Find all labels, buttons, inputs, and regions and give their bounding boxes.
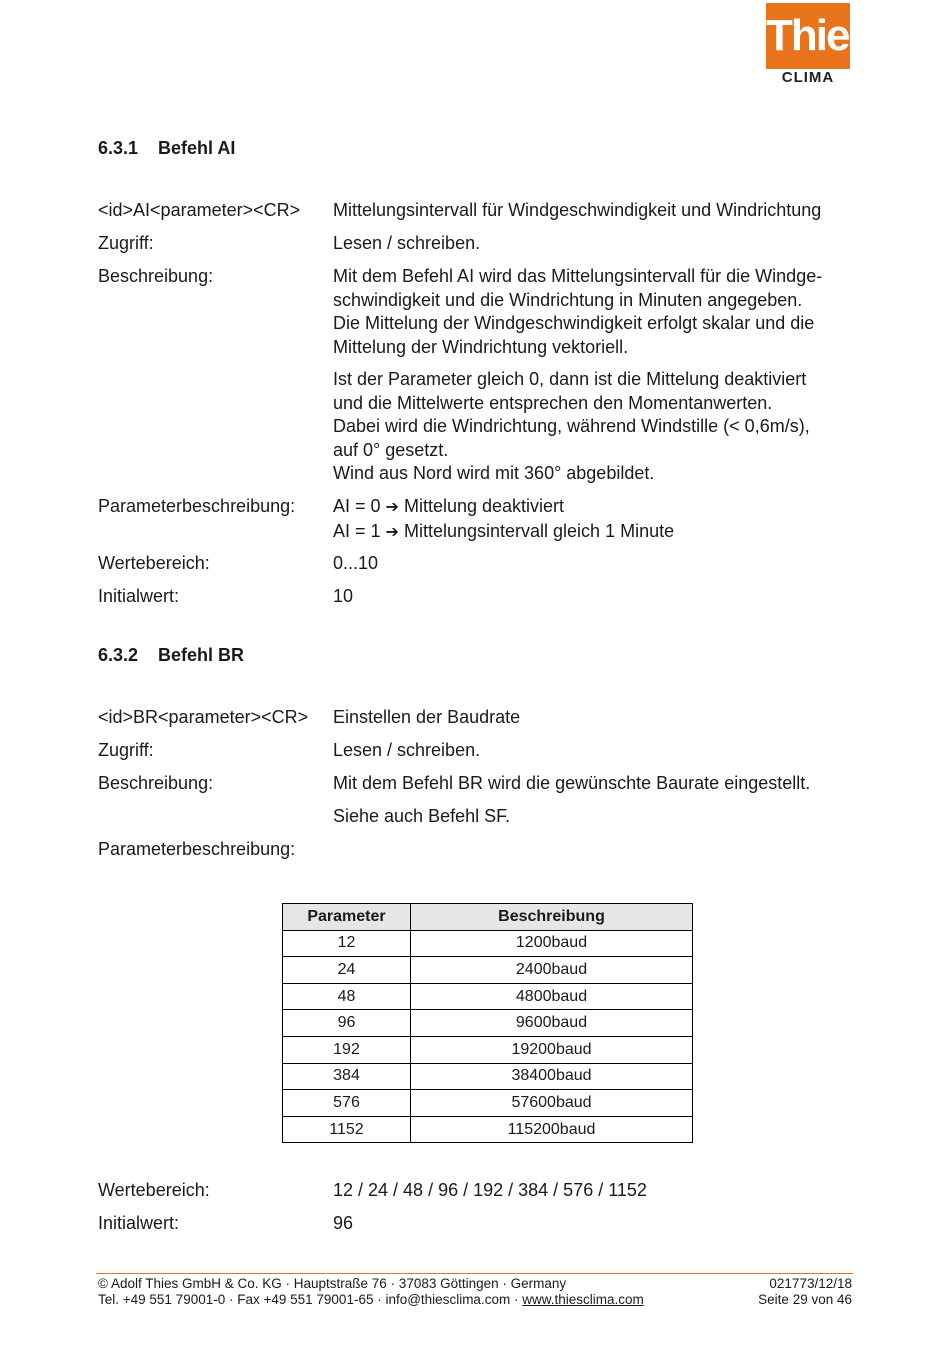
column-header: Parameter: [283, 904, 411, 931]
company-logo: [766, 3, 871, 87]
table-cell: 12: [283, 930, 411, 957]
table-row: [283, 957, 693, 984]
table-cell: 2400baud: [411, 957, 693, 984]
range-value: 0...10: [333, 553, 379, 573]
table-cell: 38400baud: [411, 1063, 693, 1090]
text-line: Wind aus Nord wird mit 360° abgebildet.: [333, 463, 655, 483]
description-line-2: Siehe auch Befehl SF.: [333, 806, 511, 826]
description-paragraph-1: [333, 265, 853, 359]
range-value: 12 / 24 / 48 / 96 / 192 / 384 / 576 / 1152: [333, 1180, 647, 1200]
parameter-code: AI = 1: [333, 520, 381, 541]
table-cell: 19200baud: [411, 1036, 693, 1063]
table-row: [283, 1090, 693, 1117]
initial-value: 96: [333, 1213, 354, 1233]
footer-contact-text: Tel. +49 551 79001-0 · Fax +49 551 79001-65 · info@thiesclima.com ·: [98, 1292, 523, 1307]
logo-sub: CLIMA: [781, 69, 835, 86]
table-cell: 24: [283, 957, 411, 984]
description-line-1: Mit dem Befehl BR wird die gewünschte Baurate eingestellt.: [333, 773, 811, 793]
table-row: [283, 1036, 693, 1063]
table-cell: 9600baud: [411, 1010, 693, 1037]
arrow-right-icon: ➔: [385, 499, 399, 516]
text-line: Dabei wird die Windrichtung, während Windstille (< 0,6m/s),: [333, 416, 810, 436]
table-header-row: [283, 904, 693, 931]
access-value: Lesen / schreiben.: [333, 740, 481, 760]
initial-value-label: Initialwert:: [98, 586, 180, 606]
table-cell: 192: [283, 1036, 411, 1063]
section-heading-ai: [98, 138, 235, 159]
section-number: 6.3.1: [98, 138, 139, 158]
description-label: Beschreibung:: [98, 266, 214, 286]
footer-address: © Adolf Thies GmbH & Co. KG · Hauptstraße 76 · 37083 Göttingen · Germany: [98, 1276, 567, 1291]
parameter-description-label: Parameterbeschreibung:: [98, 496, 296, 516]
description-label: Beschreibung:: [98, 773, 214, 793]
table-cell: 1200baud: [411, 930, 693, 957]
table-cell: 96: [283, 1010, 411, 1037]
footer-contact: [98, 1292, 644, 1308]
arrow-right-icon: ➔: [385, 523, 399, 541]
table-row: [283, 1063, 693, 1090]
table-cell: 4800baud: [411, 983, 693, 1010]
section-title: Befehl AI: [158, 138, 236, 158]
text-line: und die Mittelwerte entsprechen den Momentanwerten.: [333, 392, 773, 413]
document-number: 021773/12/18: [769, 1276, 852, 1291]
initial-value: 10: [333, 586, 354, 606]
baudrate-table: [282, 903, 693, 1143]
description-paragraph-2: [333, 368, 853, 486]
command-syntax: <id>AI<parameter><CR>: [98, 200, 301, 220]
table-row: [283, 983, 693, 1010]
command-summary: Mittelungsintervall für Windgeschwindigkeit und Windrichtung: [333, 200, 822, 220]
access-label: Zugriff:: [98, 233, 154, 253]
text-line: Die Mittelung der Windgeschwindigkeit erfolgt skalar und die: [333, 313, 815, 333]
logo-brand: Thies: [766, 3, 850, 69]
column-header: Beschreibung: [411, 904, 693, 931]
footer-divider: [96, 1273, 853, 1274]
table-cell: 57600baud: [411, 1090, 693, 1117]
parameter-description-label: Parameterbeschreibung:: [98, 839, 296, 859]
text-line: Mit dem Befehl AI wird das Mittelungsintervall für die Windge-: [333, 266, 823, 286]
table-cell: 1152: [283, 1116, 411, 1143]
table-row: [283, 1010, 693, 1037]
access-label: Zugriff:: [98, 740, 154, 760]
range-label: Wertebereich:: [98, 1180, 210, 1200]
range-label: Wertebereich:: [98, 553, 210, 573]
table-row: [283, 1116, 693, 1143]
website-link[interactable]: www.thiesclima.com: [522, 1292, 644, 1307]
initial-value-label: Initialwert:: [98, 1213, 180, 1233]
section-number: 6.3.2: [98, 645, 139, 665]
section-heading-br: [98, 645, 244, 666]
text-line: Mittelung der Windrichtung vektoriell.: [333, 336, 629, 357]
table-cell: 115200baud: [411, 1116, 693, 1143]
table-cell: 576: [283, 1090, 411, 1117]
parameter-line: [333, 495, 853, 520]
table-cell: 384: [283, 1063, 411, 1090]
parameter-description: [333, 495, 853, 544]
text-line: schwindigkeit und die Windrichtung in Minuten angegeben.: [333, 289, 803, 310]
parameter-code: AI = 0: [333, 496, 381, 516]
parameter-line: [333, 520, 853, 545]
table-row: [283, 930, 693, 957]
page-number: Seite 29 von 46: [758, 1292, 852, 1307]
command-summary: Einstellen der Baudrate: [333, 707, 521, 727]
access-value: Lesen / schreiben.: [333, 233, 481, 253]
text-line: auf 0° gesetzt.: [333, 439, 449, 460]
parameter-meaning: Mittelungsintervall gleich 1 Minute: [403, 520, 675, 541]
section-title: Befehl BR: [158, 645, 245, 665]
command-syntax: <id>BR<parameter><CR>: [98, 707, 309, 727]
table-cell: 48: [283, 983, 411, 1010]
parameter-meaning: Mittelung deaktiviert: [403, 496, 565, 516]
text-line: Ist der Parameter gleich 0, dann ist die Mittelung deaktiviert: [333, 369, 807, 389]
